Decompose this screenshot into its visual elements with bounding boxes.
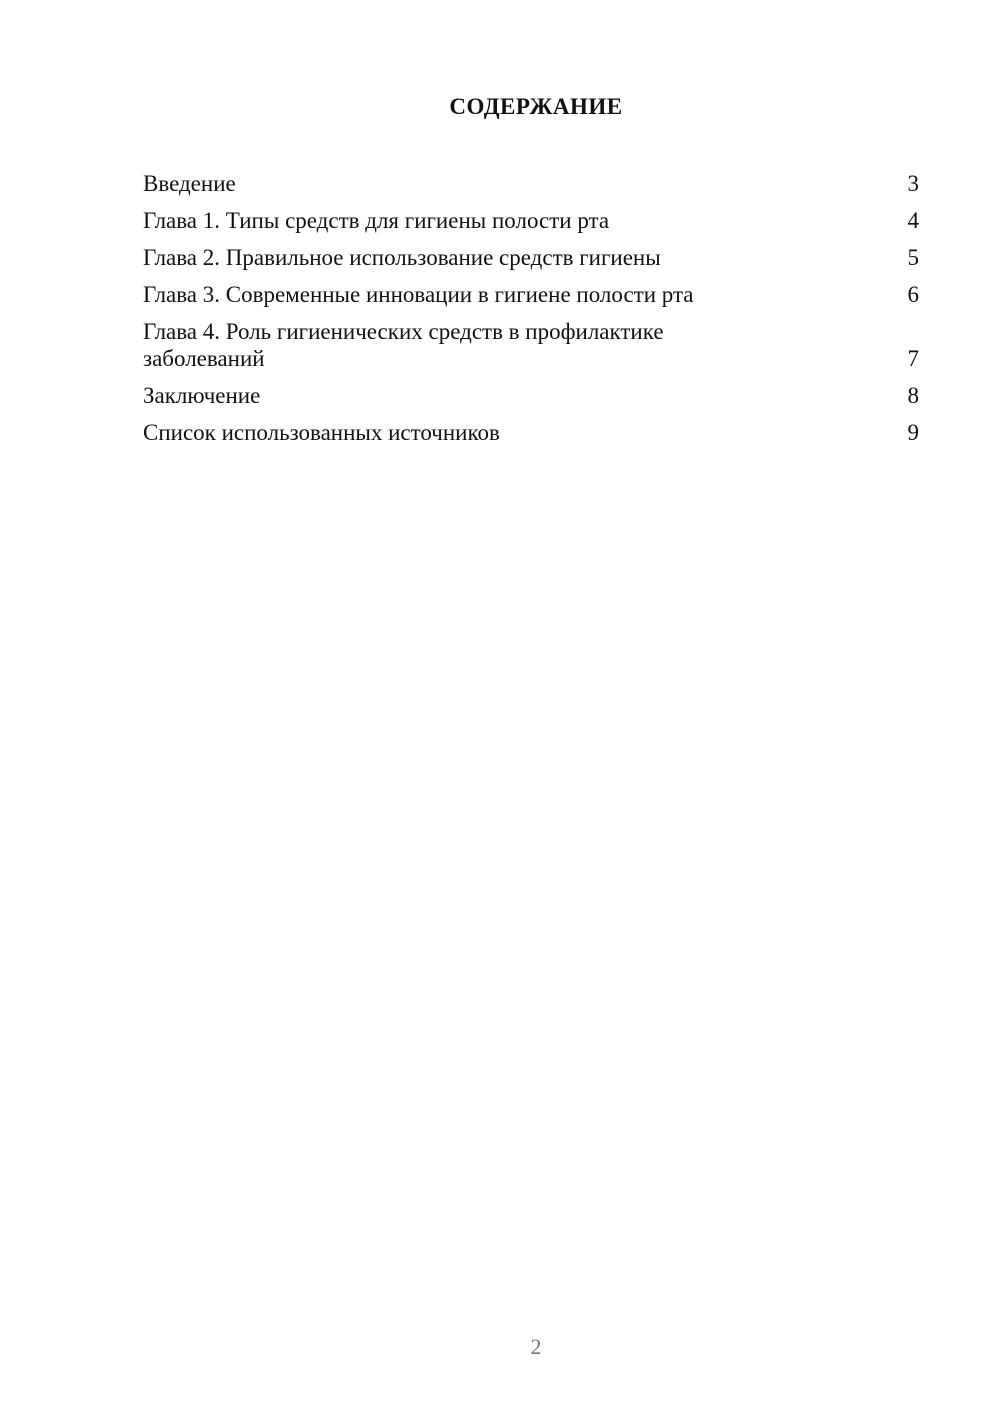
toc-entry-label: Список использованных источников — [143, 420, 500, 445]
toc-entry-page: 3 — [907, 171, 919, 196]
toc-entry-label: Заключение — [143, 383, 261, 408]
toc-entry-label: Глава 4. Роль гигиенических средств в профилактике заболеваний — [143, 319, 664, 371]
toc-entry-page: 4 — [907, 208, 919, 233]
page-title: СОДЕРЖАНИЕ — [449, 94, 623, 119]
toc-entry-label: Введение — [143, 171, 236, 196]
toc-entry-page: 7 — [907, 346, 919, 371]
toc-entry-page: 9 — [907, 420, 919, 445]
toc-entry-chapter-3[interactable] — [143, 281, 919, 308]
toc-entry-chapter-1[interactable] — [143, 207, 919, 234]
toc-entry-chapter-4[interactable] — [143, 318, 919, 372]
toc-entry-label: Глава 2. Правильное использование средств гигиены — [143, 245, 661, 270]
toc-entry-label: Глава 1. Типы средств для гигиены полости рта — [143, 208, 610, 233]
toc-entry-page: 5 — [907, 245, 919, 270]
toc-entry-label: Глава 3. Современные инновации в гигиене полости рта — [143, 282, 694, 307]
toc-entry-page: 6 — [907, 282, 919, 307]
toc-entry-page: 8 — [907, 383, 919, 408]
table-of-contents — [143, 170, 919, 456]
page-number: 2 — [530, 1334, 542, 1359]
toc-entry-introduction[interactable] — [143, 170, 919, 197]
toc-entry-references[interactable] — [143, 419, 919, 446]
toc-entry-conclusion[interactable] — [143, 382, 919, 409]
toc-entry-chapter-2[interactable] — [143, 244, 919, 271]
